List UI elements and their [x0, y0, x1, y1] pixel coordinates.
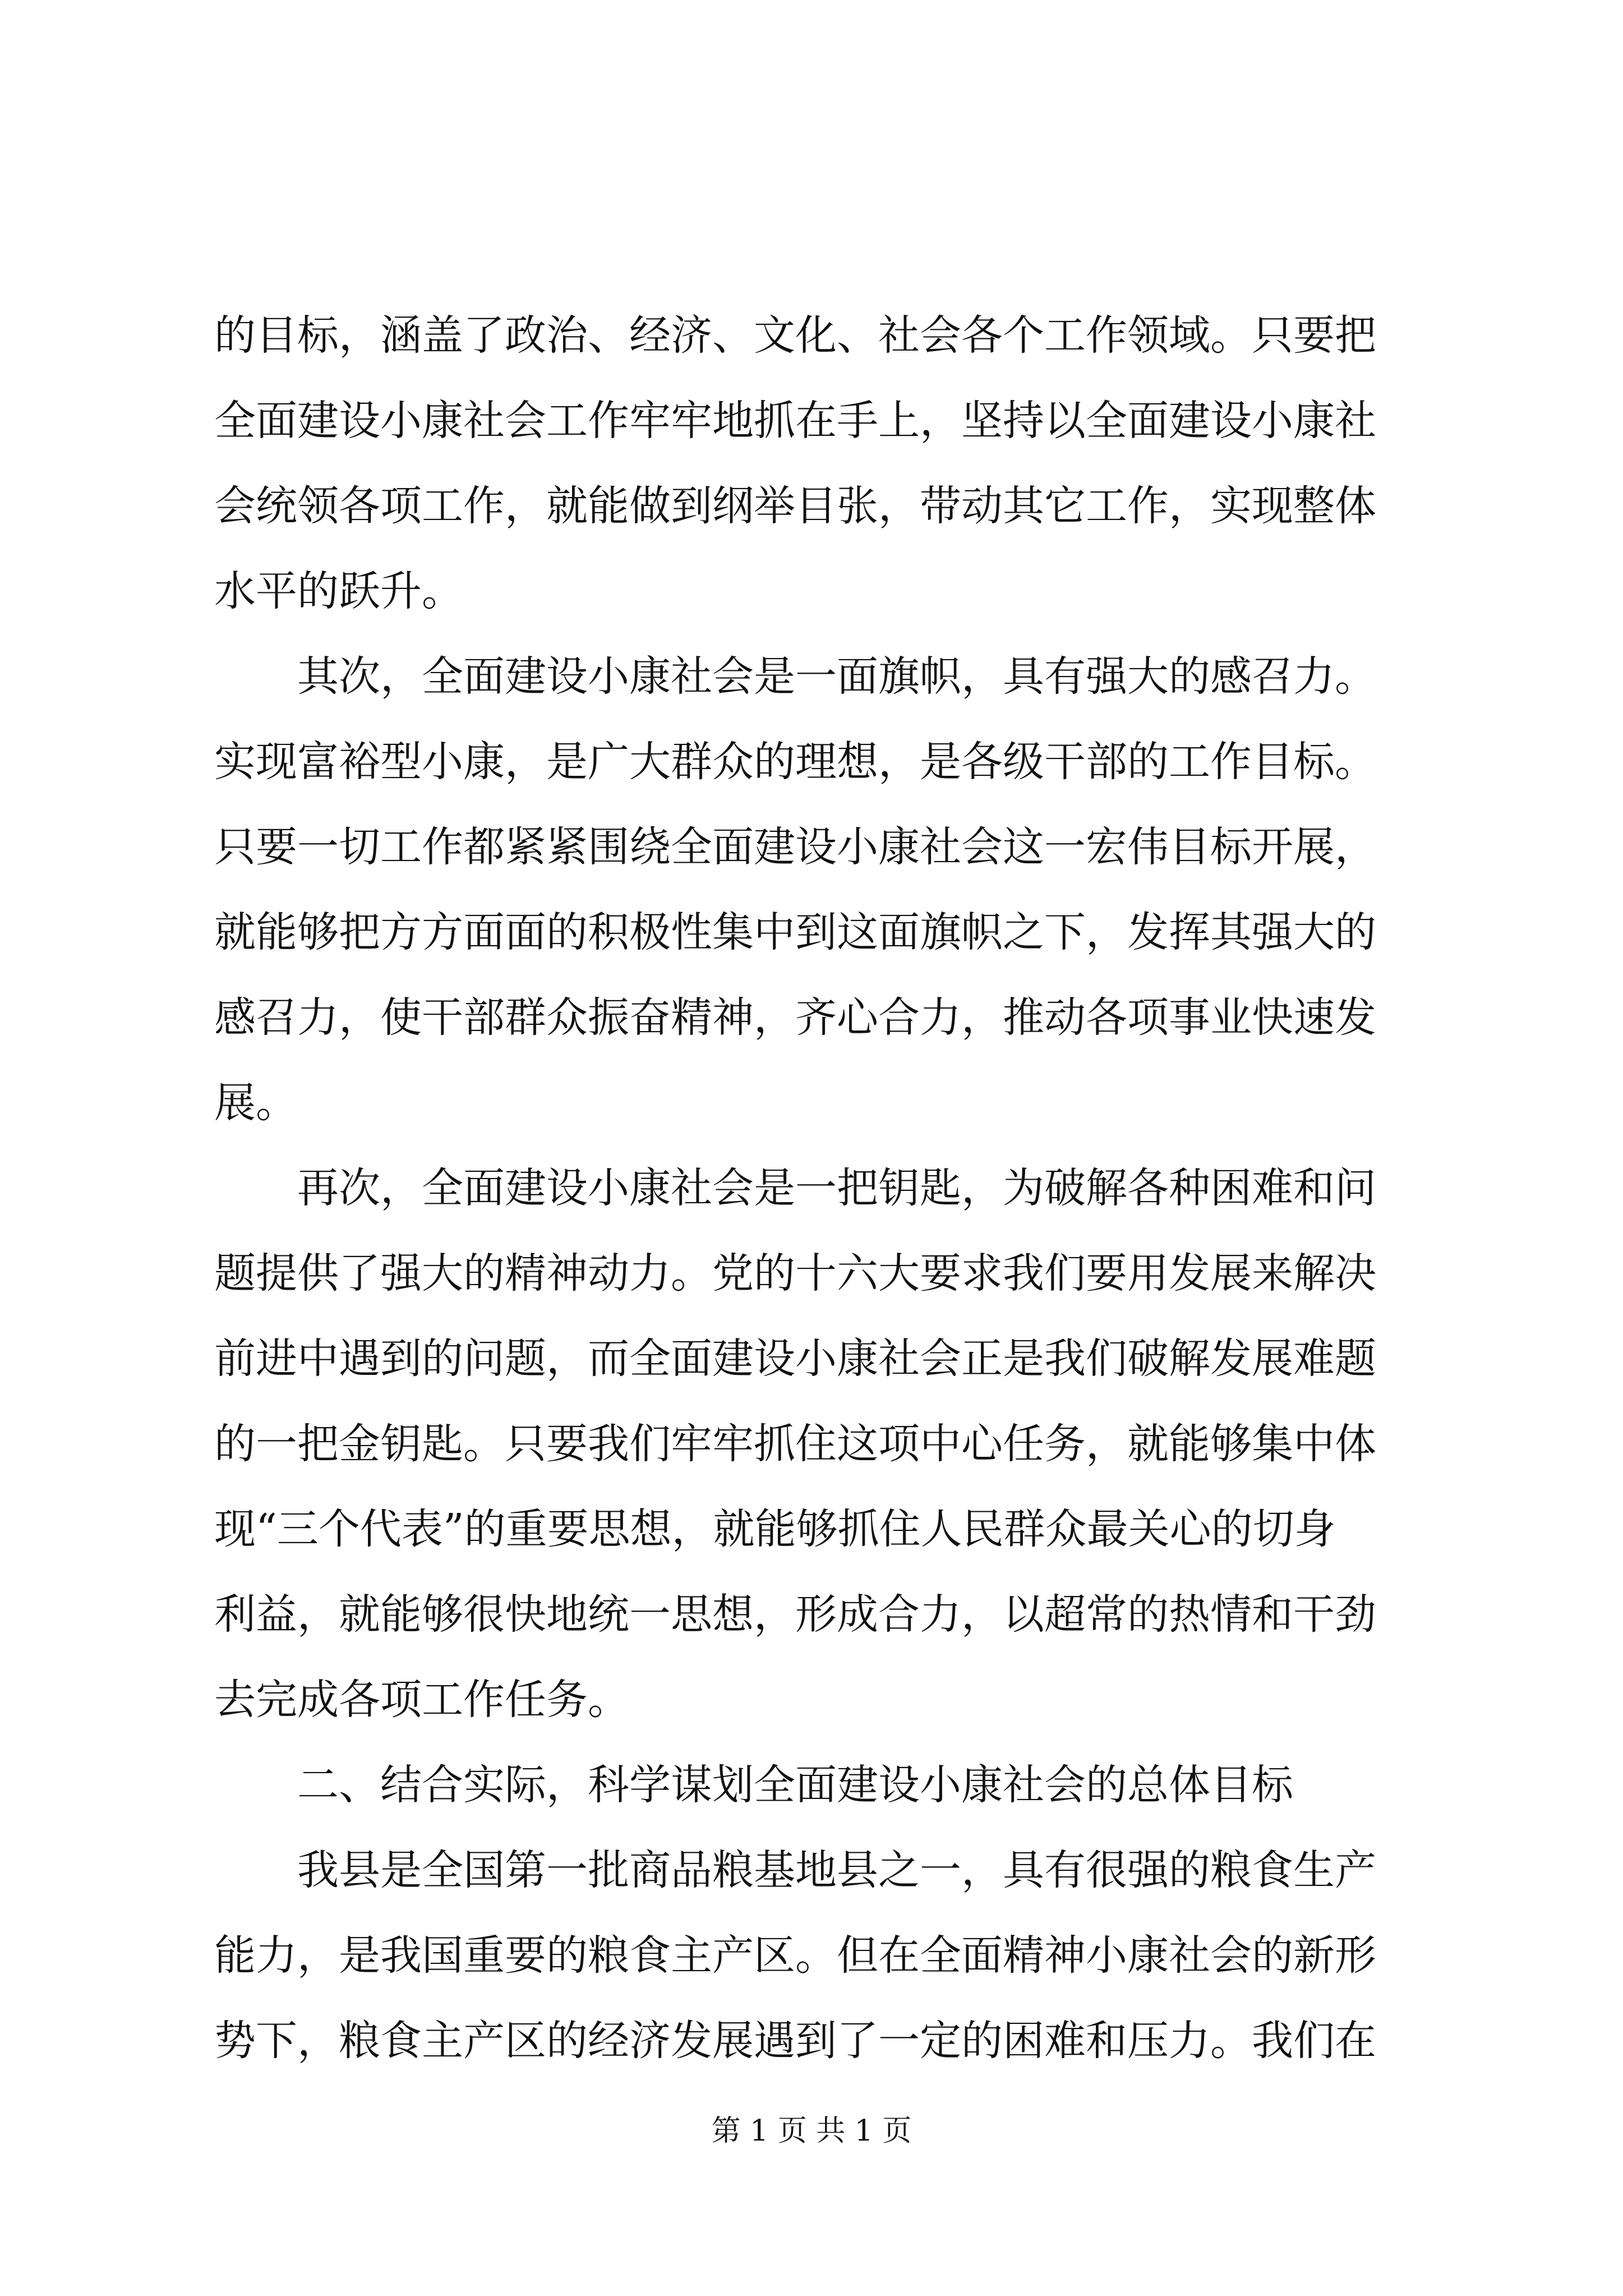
body-line: 的目标，涵盖了政治、经济、文化、社会各个工作领域。只要把 [214, 311, 1376, 360]
body-line: 现“三个代表”的重要思想，就能够抓住人民群众最关心的切身 [214, 1505, 1336, 1553]
body-line: 水平的跃升。 [214, 567, 463, 615]
body-line: 题提供了强大的精神动力。党的十六大要求我们要用发展来解决 [214, 1249, 1376, 1297]
body-line: 会统领各项工作，就能做到纲举目张，带动其它工作，实现整体 [214, 482, 1376, 530]
body-line: 能力，是我国重要的粮食主产区。但在全面精神小康社会的新形 [214, 1931, 1376, 1980]
body-line: 全面建设小康社会工作牢牢地抓在手上，坚持以全面建设小康社 [214, 397, 1376, 445]
paragraph-start: 再次，全面建设小康社会是一把钥匙，为破解各种困难和问 [214, 1164, 1376, 1212]
paragraph-start: 我县是全国第一批商品粮基地县之一，具有很强的粮食生产 [214, 1846, 1376, 1894]
body-line: 前进中遇到的问题，而全面建设小康社会正是我们破解发展难题 [214, 1335, 1376, 1383]
page-footer: 第 1 页 共 1 页 [711, 2114, 912, 2148]
body-line: 利益，就能够很快地统一思想，形成合力，以超常的热情和干劲 [214, 1590, 1376, 1639]
body-line: 的一把金钥匙。只要我们牢牢抓住这项中心任务，就能够集中体 [214, 1420, 1376, 1468]
body-line: 展。 [214, 1079, 297, 1127]
body-line: 就能够把方方面面的积极性集中到这面旗帜之下，发挥其强大的 [214, 908, 1376, 956]
body-line: 去完成各项工作任务。 [214, 1676, 629, 1724]
paragraph-start: 其次，全面建设小康社会是一面旗帜，具有强大的感召力。 [214, 652, 1376, 701]
body-line: 势下，粮食主产区的经济发展遇到了一定的困难和压力。我们在 [214, 2017, 1376, 2065]
section-heading: 二、结合实际，科学谋划全面建设小康社会的总体目标 [214, 1761, 1293, 1809]
body-line: 实现富裕型小康，是广大群众的理想，是各级干部的工作目标。 [214, 738, 1376, 786]
body-line: 感召力，使干部群众振奋精神，齐心合力，推动各项事业快速发 [214, 993, 1376, 1042]
body-line: 只要一切工作都紧紧围绕全面建设小康社会这一宏伟目标开展， [214, 823, 1376, 871]
